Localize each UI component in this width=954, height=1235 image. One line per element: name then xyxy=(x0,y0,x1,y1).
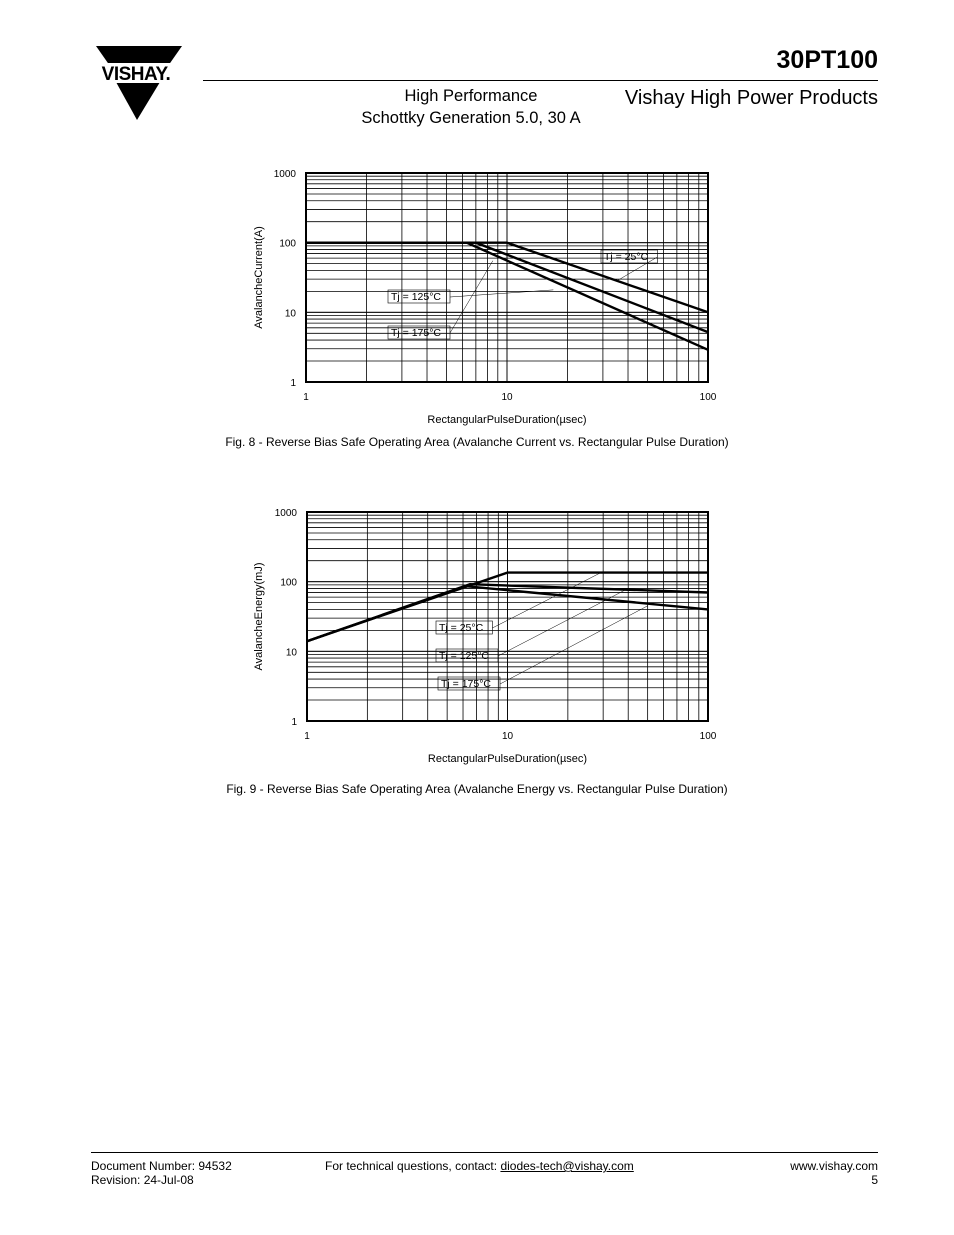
fig9-x-axis-label: RectangularPulseDuration(µsec) xyxy=(427,753,588,765)
fig8-x-tick-1: 10 xyxy=(501,392,513,403)
fig8-x-axis-label: RectangularPulseDuration(µsec) xyxy=(427,414,587,426)
fig9-x-tick-1: 10 xyxy=(501,731,514,742)
fig8-x-tick-0: 1 xyxy=(303,392,309,403)
footer-divider xyxy=(91,1152,878,1153)
vishay-logo xyxy=(88,44,184,122)
fig9-y-tick-3: 1000 xyxy=(274,508,297,519)
fig8-y-tick-1: 10 xyxy=(284,308,296,320)
contact-email-link[interactable]: diodes-tech@vishay.com xyxy=(500,1159,634,1173)
fig8-caption: Fig. 8 - Reverse Bias Safe Operating Area (Avalanche Current vs. Rectangular Pulse Duration) xyxy=(225,435,729,449)
fig9-chart xyxy=(240,500,740,775)
fig8-annotation-leader-2 xyxy=(450,261,493,333)
fig8-y-tick-0: 1 xyxy=(290,378,296,389)
logo-text: VISHAY. xyxy=(101,64,171,85)
fig9-y-tick-2: 100 xyxy=(280,577,297,589)
fig8-annotation-1: Tj = 125°C xyxy=(391,291,442,303)
product-subtitle xyxy=(330,85,612,129)
contact-prefix: For technical questions, contact: xyxy=(325,1159,501,1173)
fig9-y-axis-label: AvalancheEnergy(mJ) xyxy=(253,562,265,671)
subtitle-line-1: High Performance xyxy=(404,87,538,105)
fig9-ticks xyxy=(275,508,717,742)
revision-date: Revision: 24-Jul-08 xyxy=(91,1173,194,1187)
page-number: 5 xyxy=(871,1173,878,1187)
website-link[interactable]: www.vishay.com xyxy=(790,1159,878,1173)
fig9-y-tick-1: 10 xyxy=(285,647,297,659)
fig8-ticks xyxy=(274,169,717,403)
fig9-y-tick-0: 1 xyxy=(291,717,297,728)
fig9-annotation-leader-1 xyxy=(498,588,628,656)
header-divider xyxy=(203,80,878,81)
fig8-y-tick-2: 100 xyxy=(279,238,296,250)
fig8-annotation-2: Tj = 175°C xyxy=(391,327,442,339)
subtitle-line-2: Schottky Generation 5.0, 30 A xyxy=(361,109,581,127)
fig8-annotation-leader-1 xyxy=(450,290,553,297)
fig8-chart xyxy=(240,160,740,430)
fig9-x-tick-2: 100 xyxy=(699,731,717,742)
fig9-x-tick-0: 1 xyxy=(304,731,310,742)
fig8-grid xyxy=(306,173,708,382)
fig8-x-tick-2: 100 xyxy=(699,392,717,403)
fig8-y-tick-3: 1000 xyxy=(273,169,296,180)
brand-line: Vishay High Power Products xyxy=(624,87,878,109)
document-number: Document Number: 94532 xyxy=(91,1159,232,1173)
fig8-y-axis-label: AvalancheCurrent(A) xyxy=(253,226,265,329)
fig9-annotation-2: Tj = 175°C xyxy=(441,678,492,690)
part-number-title: 30PT100 xyxy=(776,46,878,74)
fig9-annotation-0: Tj = 25°C xyxy=(439,622,484,634)
fig9-caption: Fig. 9 - Reverse Bias Safe Operating Area (Avalanche Energy vs. Rectangular Pulse Duration) xyxy=(226,782,728,796)
fig9-annotation-1: Tj = 125°C xyxy=(439,650,490,662)
fig8-annotation-0: Tj = 25°C xyxy=(604,251,649,263)
fig9-grid xyxy=(307,512,708,721)
fig9-annotation-leader-0 xyxy=(492,571,603,628)
contact-line xyxy=(325,1159,634,1173)
